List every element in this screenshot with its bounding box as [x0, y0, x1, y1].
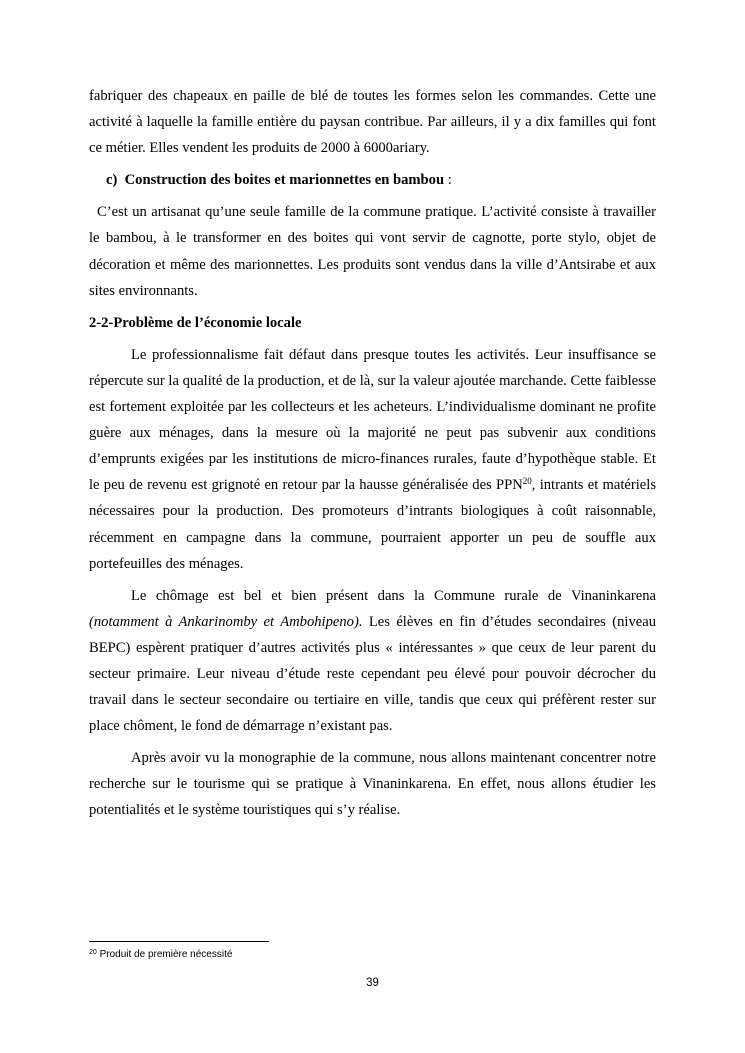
- section-heading-economie: 2-2-Problème de l’économie locale: [89, 314, 302, 331]
- paragraph-professionnalisme: [89, 342, 656, 577]
- paragraph-chomage-italic: (notamment à Ankarinomby et Ambohipeno).: [89, 613, 363, 630]
- paragraph-conclusion: Après avoir vu la monographie de la commune, nous allons maintenant concentrer notre recherche sur le tourisme qui se pratique à Vinaninkarena. En effet, nous allons étudier les potentialités et le système touristiques qui s’y réalise.: [89, 750, 656, 819]
- paragraph-professionnalisme-end: , intrants et matériels nécessaires pour la production. Des promoteurs d’intrants biologiques à coût raisonnable, récemment en campagne dans la commune, pourraient apporter un peu de souffle aux portefeuilles des ménages.: [89, 477, 657, 572]
- footnote: [89, 949, 232, 960]
- subheading-bambou: [89, 167, 656, 193]
- page-number: 39: [366, 977, 379, 989]
- paragraph-professionnalisme-text: Le professionnalisme fait défaut dans presque toutes les activités. Leur insuffisance se répercute sur la qualité de la production, et de là, sur la valeur ajoutée marchande. Cette faiblesse est fortement exploitée par les collecteurs et les acheteurs. L’individualisme dominant ne profite guère aux ménages, dans la mesure où la majorité ne peut pas subvenir aux conditions d’emprunts exigées par les institutions de micro-finances rurales, faute d’hypothèque stable. Et le peu de revenu est grignoté en retour par la hausse généralisée des PPN: [89, 346, 656, 494]
- subheading-title: Construction des boites et marionnettes en bambou: [124, 172, 445, 189]
- footnote-number: 20: [89, 949, 97, 956]
- subheading-marker: c): [106, 172, 118, 189]
- paragraph-chomage-end: Les élèves en fin d’études secondaires (niveau BEPC) espèrent pratiquer d’autres activités plus « intéressantes » que ceux de leur parent du secteur primaire. Leur niveau d’étude reste cependant peu élevé pour pouvoir décrocher du travail dans le secteur secondaire ou tertiaire en ville, tandis que ceux qui préfèrent rester sur place chôment, le fond de démarrage n’existant pas.: [89, 613, 656, 735]
- paragraph-artisanat: C’est un artisanat qu’une seule famille de la commune pratique. L’activité consiste à travailler le bambou, à le transformer en des boites qui vont servir de cagnotte, porte stylo, objet de décoration et même des marionnettes. Les produits sont vendus dans la ville d’Antsirabe et aux sites environnants.: [89, 204, 656, 299]
- paragraph-chapeaux: fabriquer des chapeaux en paille de blé de toutes les formes selon les commandes. Cette une activité à laquelle la famille entière du paysan contribue. Par ailleurs, il y a dix familles qui font ce métier. Elles vendent les produits de 2000 à 6000ariary.: [89, 88, 656, 157]
- footnote-reference: 20: [522, 476, 532, 487]
- footnote-separator: [89, 941, 269, 942]
- paragraph-chomage: [89, 583, 656, 740]
- subheading-colon: :: [444, 172, 452, 189]
- body-text: [89, 83, 656, 824]
- footnote-text: Produit de première nécessité: [96, 949, 233, 960]
- paragraph-chomage-start: Le chômage est bel et bien présent dans la Commune rurale de Vinaninkarena: [131, 587, 656, 604]
